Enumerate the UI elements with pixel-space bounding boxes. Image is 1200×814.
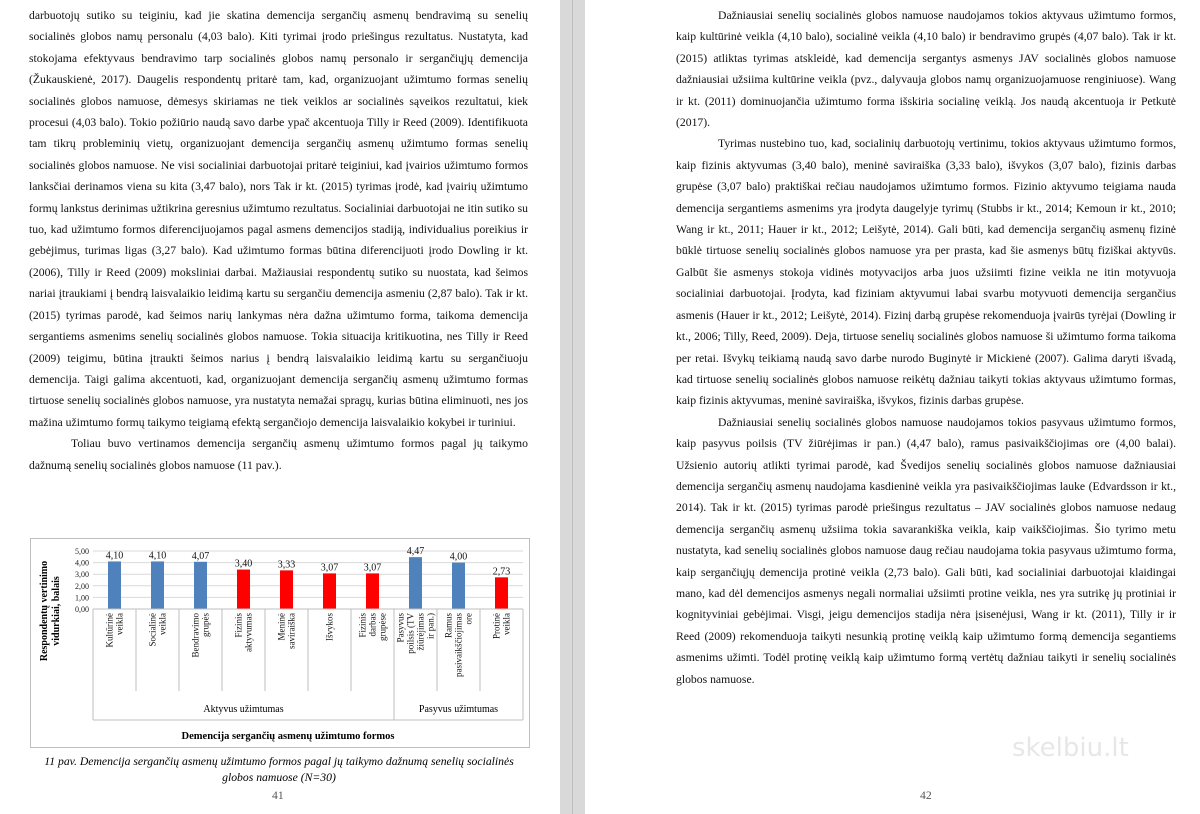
y-tick-label: 1,00 xyxy=(75,593,89,603)
data-label: 3,07 xyxy=(320,562,339,574)
right-page-body xyxy=(676,5,1176,690)
y-tick-label: 2,00 xyxy=(75,581,89,591)
category-label: Bendravimogrupės xyxy=(190,613,211,658)
bar xyxy=(108,561,121,609)
category-label: Protinėveikla xyxy=(491,613,512,639)
category-label: Išvykos xyxy=(324,613,335,642)
data-label: 4,10 xyxy=(148,550,167,562)
category-label: Meninėsaviraiška xyxy=(276,613,297,649)
data-label: 4,10 xyxy=(105,550,124,562)
right-paragraph-3: Dažniausiai senelių socialinės globos namuose naudojamos tokios pasyvaus užimtumo formos, kaip pasyvus poilsis (TV žiūrėjimas ir pan.) (4,47 balo), ramus pasivaikščiojimas ore (4,00 balai). Užsienio autorių atlikti tyrimai parodė, kad Švedijos senelių socialinės globos namuose dažniausiai demencija sergančių asmenų naudojama kasdieninė veikla yra pasivaikščiojimas lauke (Edvardsson ir kt., 2014). Tak ir kt. (2015) tyrimas parodė priešingus rezultatus – JAV socialinės globos namuose nedaug demencija sergančių asmenų užsiima tokia savarankiška veikla, kaip vaikščiojimas. Šio tyrimo metu nustatyta, kad senelių socialinės globos namuose daug rečiau naudojama tokia pasyvaus užimtumo forma, kaip sergančiųjų demencija protinė veikla (2,73 balo). Gali būti, kad socialiniai darbuotojai klaidingai mano, kad dėl demencijos asmenys negali normaliai užsiimti protine veikla, nes yra sutrikę jų protiniai ir kognityviniai gebėjimai. Visgi, jeigu demencijos stadija nėra įsisenėjusi, Wang ir kt. (2011), Tilly ir ir Reed (2009) rekomenduoja taikyti nesunkią protinę veiklą kaip užimtumo formą demencija segantiems asmenims užimti. Todėl protinę veiklą kaip užimtumo formą vertėtų dažniau taikyti ir senelių socialinės globos namuose. xyxy=(676,415,1176,686)
page-divider xyxy=(572,0,573,814)
category-label: Socialinėveikla xyxy=(147,613,168,647)
bar xyxy=(151,561,164,609)
bar xyxy=(194,562,207,609)
y-tick-label: 5,00 xyxy=(75,547,89,556)
data-label: 3,07 xyxy=(363,562,382,574)
bar xyxy=(452,563,465,609)
data-label: 3,33 xyxy=(277,559,296,571)
right-paragraph-1: Dažniausiai senelių socialinės globos namuose naudojamos tokios aktyvaus užimtumo formos, kaip kultūrinė veikla (4,10 balo), socialinė veikla (4,10 balo) ir bendravimo grupės (4,07 balo). Tak ir kt. (2015) atliktas tyrimas atskleidė, kad demencija sergantys asmenys JAV socialinės globos namuose dažniausiai užsiima kultūrine veikla (pvz., dalyvauja globos namų organizuojamuose renginiuose). Wang ir kt. (2011) dominuojančia užimtumo forma išskiria socialinę veiklą. Jos naudą akcentuoja ir Petkutė (2017). xyxy=(676,9,1176,130)
y-axis-title: Respondentų vertinimovidurkiai, balais xyxy=(39,560,62,662)
bar-chart xyxy=(30,538,530,748)
data-label: 4,00 xyxy=(449,551,468,563)
data-label: 4,07 xyxy=(191,550,210,562)
left-paragraph-2: Toliau buvo vertinamos demencija sergančių asmenų užimtumo formos pagal jų taikymo dažnumą senelių socialinės globos namuose (11 pav.). xyxy=(29,437,528,472)
y-tick-label: 3,00 xyxy=(75,570,89,580)
right-paragraph-2: Tyrimas nustebino tuo, kad, socialinių darbuotojų vertinimu, tokios aktyvaus užimtumo formos, kaip fizinis aktyvumas (3,40 balo), meninė saviraiška (3,33 balo), išvykos (3,07 balo), fizinis darbas grupėse (3,07 balo) praktiškai rečiau naudojamos užimtumo formos. Fizinio aktyvumo teigiama nauda demencija sergantiems asmenims yra įrodyta daugelyje tyrimų (Stubbs ir kt., 2014; Kemoun ir kt., 2010; Wang ir kt., 2011; Hauer ir kt., 2012; Leišytė, 2014). Gali būti, kad demencija sergančių asmenų fizinė būklė tirtuose senelių socialinės globos namuose yra per prasta, kad šie asmenys būtų fiziškai aktyvūs. Galbūt šie asmenys stokoja vidinės motyvacijos arba juos užsiimti fizine veikla ne itin motyvuoja socialiniai darbuotojai. Įrodyta, kad fiziniam aktyvumui labai svarbu motyvuoti demencija sergančius asmenis (Hauer ir kt., 2012; Leišytė, 2014). Fizinį darbą grupėse rekomenduoja įvairūs tyrėjai (Dowling ir kt., 2006; Tilly, Reed, 2009). Deja, tirtuose senelių socialinės globos namuose ši užimtumo forma taikoma per retai. Išvykų teikiamą naudą savo darbe nurodo Buginytė ir Mickienė (2007). Galima daryti išvadą, kad tirtuose senelių socialinės globos namuose reikėtų dažniau taikyti tokias aktyvaus užimtumo formas, kaip fizinis aktyvumas, meninė saviraiška, išvykos, fizinis darbas grupėse. xyxy=(676,137,1176,408)
chart-svg xyxy=(31,539,529,747)
left-page-body xyxy=(29,5,528,476)
data-label: 2,73 xyxy=(492,566,511,578)
bar xyxy=(409,557,422,609)
category-label: Pasyvuspoilsis (TVžiūrėjimasir pan.) xyxy=(395,613,436,654)
category-label: Kultūrinėveikla xyxy=(104,613,125,648)
bar xyxy=(280,570,293,609)
figure-caption: 11 pav. Demencija sergančių asmenų užimtumo formos pagal jų taikymo dažnumą senelių socialinės globos namuose (N=30) xyxy=(44,755,514,784)
category-label: Fizinisdarbasgrupėse xyxy=(357,613,388,641)
bar xyxy=(237,570,250,609)
page-number-left: 41 xyxy=(272,789,284,802)
page-number-right: 42 xyxy=(920,789,932,802)
y-tick-label: 4,00 xyxy=(75,558,89,568)
category-label: Ramuspasivaikščiojimasore xyxy=(443,613,474,677)
bar xyxy=(366,573,379,609)
data-label: 4,47 xyxy=(406,546,425,558)
left-paragraph-1: darbuotojų sutiko su teiginiu, kad jie skatina demencija sergančių asmenų bendravimą su senelių socialinės globos namų personalu (4,03 balo). Kiti tyrimai įrodo priešingus rezultatus. Nustatyta, kad stokojama efektyvaus bendravimo tarp socialinės globos namų personalo ir sergančiųjų demencija (Žukauskienė, 2017). Daugelis respondentų pritarė tam, kad, organizuojant užimtumo formas senelių socialinės globos namuose, dėmesys skiriamas ne tiek veiklos ar socialinės sąveikos rezultatui, kiek procesui (4,03 balo). Tokio požiūrio naudą savo darbe ypač akcentuoja Tilly ir Reed (2009). Identifikuota tam tikrų probleminių vietų, organizuojant demencija sergančių asmenų užimtumo formas senelių socialinės globos namuose. Ne visi socialiniai darbuotojai pritarė teiginiui, kad įvairios užimtumo formos lanksčiai derinamos viena su kita (3,47 balo), nors Tak ir kt. (2015) tyrimas įrodė, kad įvairių užimtumo formų lankstus derinimas užtikrina geresnius užimtumo rezultatus. Socialiniai darbuotojai ne itin sutiko su tuo, kad užimtumo formos diferencijuojamos pagal asmens demencijos stadiją, individualius poreikius ir gebėjimus, turimas ligas (3,27 balo). Kad užimtumo formas būtina diferencijuoti įrodo Dowling ir kt. (2006), Tilly ir Reed (2009) moksliniai darbai. Mažiausiai respondentų sutiko su nuostata, kad šeimos nariai įtraukiami į bendrą laisvalaikio leidimą kartu su sergančiu demencija asmeniu (2,87 balo). Tak ir kt. (2015) tyrimas parodė, kad šeimos narių lankymas nėra dažna užimtumo forma, taikoma demencija sergantiems asmenims senelių socialinės globos namuose. Tokia situacija kritikuotina, nes Tilly ir Reed (2009) teigimu, būtina įtraukti šeimos narius į bendrą laisvalaikio leidimą kartu su sergančiuoju demencija. Taigi galima akcentuoti, kad, organizuojant demencija sergančių asmenų užimtumo formas tirtuose senelių socialinės globos namuose, yra nustatyta nemažai spragų, kurias būtina eliminuoti, nes jos mažina užimtumo formų taikymo teigiamą efektą sergančiojo demencija laisvalaikio kokybei ir turiniui. xyxy=(29,9,528,429)
group-label: Aktyvus užimtumas xyxy=(203,704,284,715)
bar xyxy=(495,577,508,609)
category-label: Fizinisaktyvumas xyxy=(233,613,254,652)
bar xyxy=(323,573,336,609)
data-label: 3,40 xyxy=(234,558,253,570)
y-tick-label: 0,00 xyxy=(75,605,89,614)
x-axis-title: Demencija sergančių asmenų užimtumo formos xyxy=(181,731,395,742)
watermark-logo: skelbiu.lt xyxy=(1012,733,1129,763)
group-label: Pasyvus užimtumas xyxy=(418,704,499,715)
